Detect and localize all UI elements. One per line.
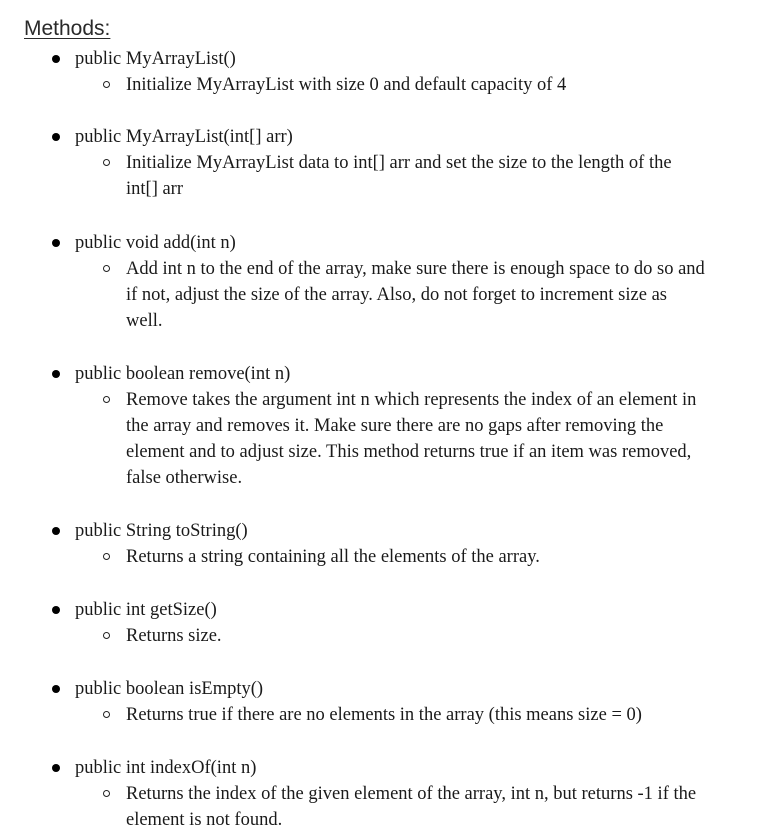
method-description: Remove takes the argument int n which represents the index of an element in the array and removes it. Make sure there are no gaps after removing the element and to adjust size. This method returns true if an item was removed, false otherwise. <box>126 390 697 488</box>
method-signature: public boolean isEmpty() <box>75 679 264 699</box>
method-signature: public MyArrayList(int[] arr) <box>75 127 293 147</box>
method-description: Returns a string containing all the elements of the array. <box>126 547 540 567</box>
hollow-circle-bullet-icon <box>103 553 110 560</box>
hollow-circle-bullet-icon <box>103 159 110 166</box>
method-description: Returns true if there are no elements in the array (this means size = 0) <box>126 705 642 725</box>
hollow-circle-bullet-icon <box>103 81 110 88</box>
hollow-circle-bullet-icon <box>103 265 110 272</box>
bullet-dot-icon <box>52 239 60 247</box>
bullet-dot-icon <box>52 55 60 63</box>
method-description: Returns size. <box>126 626 222 646</box>
bullet-dot-icon <box>52 527 60 535</box>
bullet-dot-icon <box>52 606 60 614</box>
hollow-circle-bullet-icon <box>103 632 110 639</box>
method-signature: public String toString() <box>75 521 248 541</box>
method-description: Returns the index of the given element of the array, int n, but returns -1 if the element is not found. <box>126 784 697 830</box>
method-signature: public int indexOf(int n) <box>75 758 257 778</box>
method-signature: public MyArrayList() <box>75 49 236 69</box>
method-signature: public boolean remove(int n) <box>75 364 291 384</box>
methods-heading: Methods: <box>24 17 111 40</box>
method-description: Add int n to the end of the array, make sure there is enough space to do so and if not, adjust the size of the array. Also, do not forget to increment size as well. <box>126 259 705 331</box>
method-description: Initialize MyArrayList data to int[] arr and set the size to the length of the int[] arr <box>126 153 672 199</box>
method-description: Initialize MyArrayList with size 0 and default capacity of 4 <box>126 75 567 95</box>
hollow-circle-bullet-icon <box>103 396 110 403</box>
hollow-circle-bullet-icon <box>103 790 110 797</box>
bullet-dot-icon <box>52 764 60 772</box>
hollow-circle-bullet-icon <box>103 711 110 718</box>
method-signature: public void add(int n) <box>75 233 236 253</box>
bullet-dot-icon <box>52 685 60 693</box>
bullet-dot-icon <box>52 133 60 141</box>
bullet-dot-icon <box>52 370 60 378</box>
method-signature: public int getSize() <box>75 600 217 620</box>
